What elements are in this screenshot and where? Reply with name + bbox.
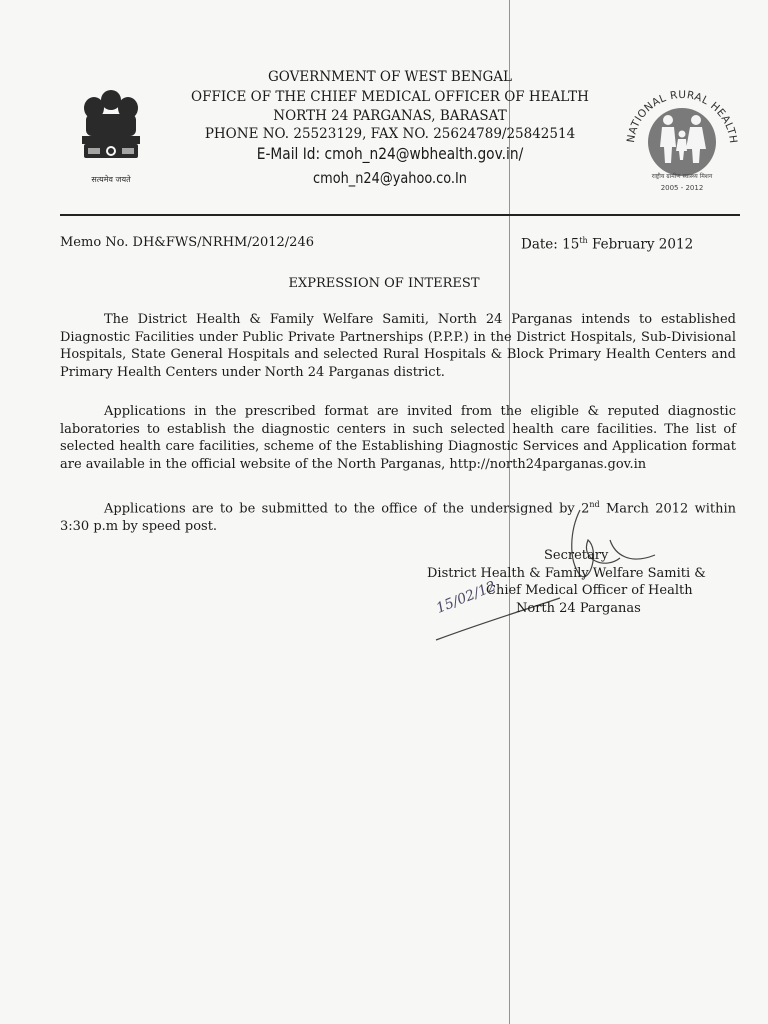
handwritten-date: 15/02/12 xyxy=(434,578,499,617)
signatory-line2: District Health & Family Welfare Samiti & xyxy=(427,566,706,581)
header-divider xyxy=(60,214,740,216)
nrhm-ring-text: NATIONAL RURAL HEALTH xyxy=(625,88,740,145)
nrhm-hindi-text: राष्ट्रीय ग्रामीण स्वास्थ्य मिशन xyxy=(651,173,713,180)
deadline-sup: nd xyxy=(589,500,600,509)
memo-number: Memo No. DH&FWS/NRHM/2012/246 xyxy=(60,235,314,250)
paragraph-applications: Applications in the prescribed format are invited from the eligible & reputed diagnostic laboratories to establish the diagnostic centers in such selected health care facilities. The list of selected health care facilities, scheme of the Establishing Diagnostic Services and Application format are available in the official website of the North Parganas, http://north24parganas.gov.in xyxy=(60,404,736,472)
signatory-line4: North 24 Parganas xyxy=(516,601,641,616)
date-rest: February 2012 xyxy=(587,236,694,253)
state-emblem-icon xyxy=(72,86,150,186)
date-prefix: Date: 15 xyxy=(521,236,580,253)
header-office: OFFICE OF THE CHIEF MEDICAL OFFICER OF HEALTH xyxy=(191,89,589,105)
header-location: NORTH 24 PARGANAS, BARASAT xyxy=(273,108,507,124)
memo-date xyxy=(521,236,693,253)
date-suffix: th xyxy=(579,236,588,245)
deadline-text-b: March 2012 within 3:30 p.m by speed post. xyxy=(60,501,737,534)
header-email: E-Mail Id: cmoh_n24@wbhealth.gov.in/ xyxy=(256,144,524,163)
signatory-title: Secretary xyxy=(544,548,609,563)
nrhm-years: 2005 - 2012 xyxy=(660,184,704,192)
emblem-motto: सत्यमेव जयते xyxy=(91,175,131,184)
header-phone: PHONE NO. 25523129, FAX NO. 25624789/25842514 xyxy=(204,126,576,142)
signatory-line3: Chief Medical Officer of Health xyxy=(486,583,693,598)
header-government: GOVERNMENT OF WEST BENGAL xyxy=(267,69,513,85)
deadline-text-a: Applications are to be submitted to the office of the undersigned by 2 xyxy=(104,501,590,517)
paragraph-intent: The District Health & Family Welfare Samiti, North 24 Parganas intends to established Diagnostic Facilities under Public Private Partnerships (P.P.P.) in the District Hospitals, Sub-Divisional Hospitals, State General Hospitals and selected Rural Hospitals & Block Primary Health Centers and Primary Health Centers under North 24 Parganas district. xyxy=(60,312,736,380)
header-email-alt: cmoh_n24@yahoo.co.In xyxy=(313,169,467,187)
document-title: EXPRESSION OF INTEREST xyxy=(288,276,480,291)
